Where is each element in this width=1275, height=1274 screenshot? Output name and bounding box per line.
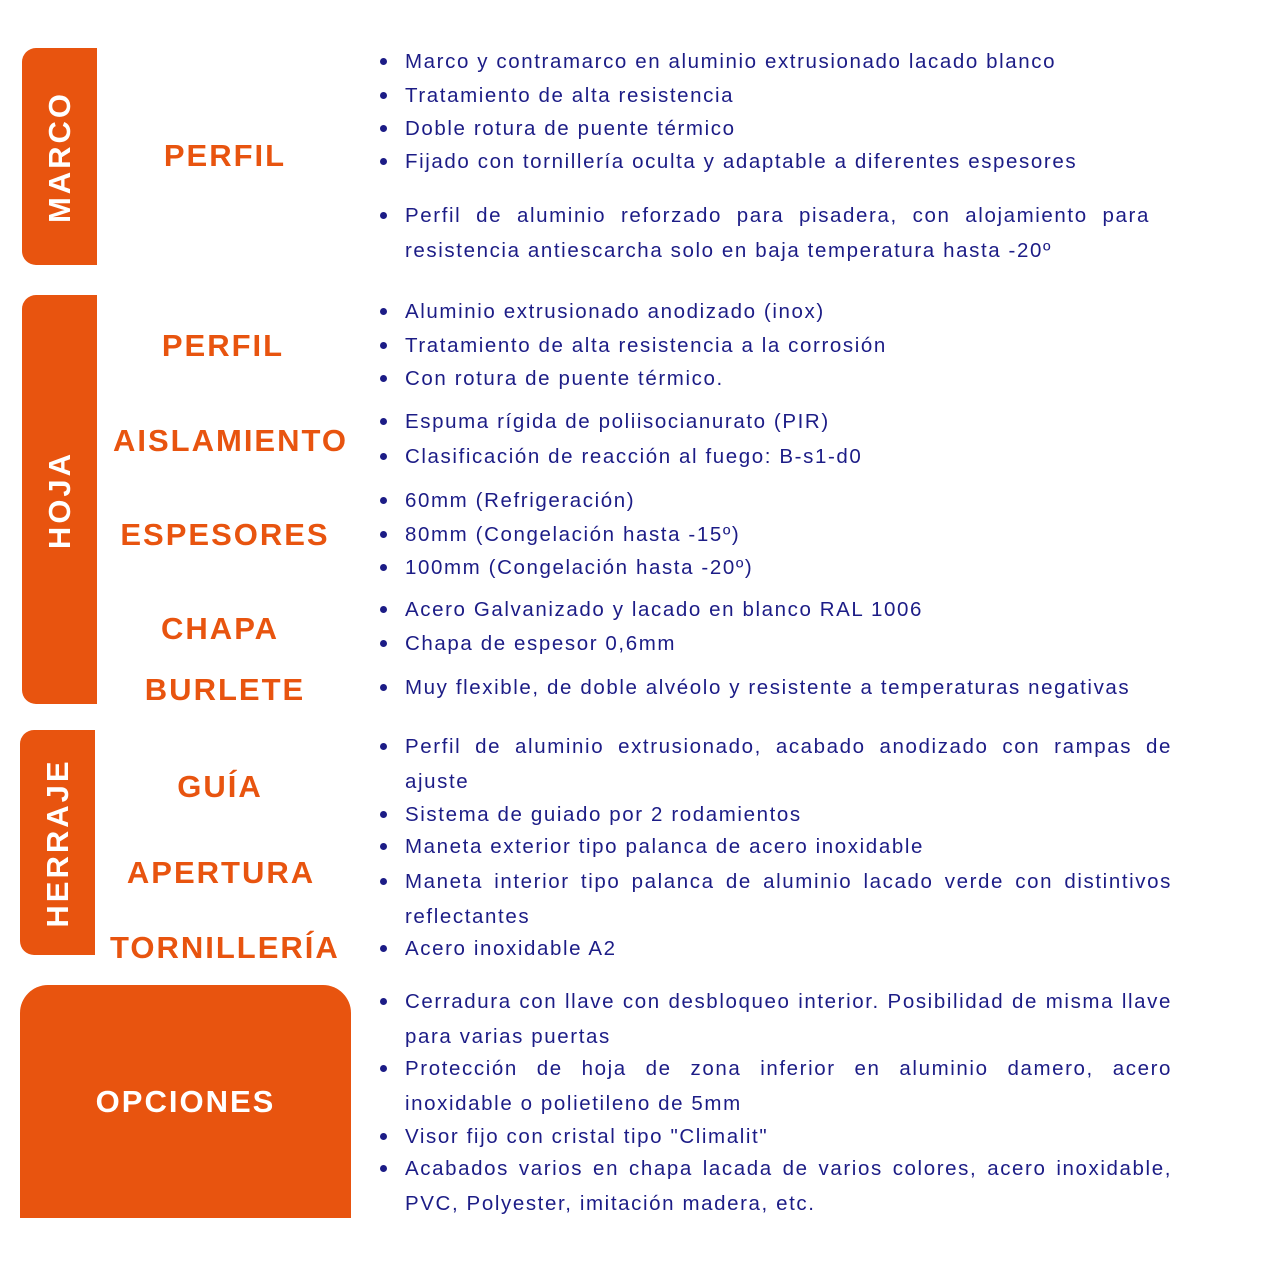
list-item-text: Perfil de aluminio reforzado para pisadera, con alojamiento para resistencia antiescarcha solo en baja temperatura hasta -20º [405, 204, 1150, 262]
list-item [380, 483, 1172, 518]
list-item-text: 60mm (Refrigeración) [405, 489, 636, 512]
list-item [380, 144, 1172, 179]
list-item-text: Fijado con tornillería oculta y adaptable a diferentes espesores [405, 150, 1078, 173]
section-title-hoja: HOJA [41, 450, 77, 549]
list-item [380, 829, 1172, 864]
label-apertura: APERTURA [126, 855, 316, 890]
list-item-text: Tratamiento de alta resistencia a la corrosión [405, 334, 887, 357]
list-item-text: Acero Galvanizado y lacado en blanco RAL 1006 [405, 598, 923, 621]
list-item-text: Muy flexible, de doble alvéolo y resistente a temperaturas negativas [405, 676, 1131, 699]
list-item-text: Maneta interior tipo palanca de aluminio lacado verde con distintivos reflectantes [405, 870, 1172, 928]
label-burlete: BURLETE [144, 672, 306, 707]
list-item-text: Visor fijo con cristal tipo "Climalit" [405, 1125, 769, 1148]
list-item [380, 294, 1172, 329]
list-item [380, 78, 1172, 113]
section-tab-hoja [22, 295, 97, 704]
list-item [380, 670, 1172, 705]
list-item-text: Tratamiento de alta resistencia [405, 84, 735, 107]
list-item-text: Aluminio extrusionado anodizado (inox) [405, 300, 825, 323]
list-item-text: Perfil de aluminio extrusionado, acabado anodizado con rampas de ajuste [405, 735, 1172, 793]
label-chapa: CHAPA [161, 611, 279, 646]
list-item [380, 361, 1172, 396]
list-item-text: Doble rotura de puente térmico [405, 117, 736, 140]
label-hoja-perfil: PERFIL [161, 328, 285, 363]
list-item-text: Con rotura de puente térmico. [405, 367, 724, 390]
list-item [380, 404, 1172, 439]
list-item [380, 550, 1172, 585]
list-item [380, 931, 1172, 966]
label-guia: GUÍA [177, 769, 263, 804]
list-item-text: 100mm (Congelación hasta -20º) [405, 556, 754, 579]
section-tab-opciones [20, 985, 351, 1218]
list-item-text: 80mm (Congelación hasta -15º) [405, 523, 741, 546]
list-item [380, 729, 1172, 799]
list-item-text: Marco y contramarco en aluminio extrusionado lacado blanco [405, 50, 1057, 73]
list-item-text: Espuma rígida de poliisocianurato (PIR) [405, 410, 830, 433]
list-item [380, 198, 1150, 268]
list-item-text: Sistema de guiado por 2 rodamientos [405, 803, 802, 826]
label-espesores: ESPESORES [120, 517, 330, 552]
list-item-text: Acabados varios en chapa lacada de varios colores, acero inoxidable, PVC, Polyester, imitación madera, etc. [405, 1157, 1172, 1215]
list-item [380, 439, 1172, 474]
label-marco-perfil: PERFIL [163, 138, 287, 173]
label-aislamiento: AISLAMIENTO [113, 423, 348, 458]
list-item-text: Chapa de espesor 0,6mm [405, 632, 677, 655]
list-item-text: Acero inoxidable A2 [405, 937, 617, 960]
list-item [380, 1119, 1172, 1154]
section-title-herraje: HERRAJE [39, 757, 75, 928]
list-item [380, 328, 1172, 363]
list-item-text: Clasificación de reacción al fuego: B-s1-d0 [405, 445, 863, 468]
list-item [380, 797, 1172, 832]
list-item [380, 44, 1172, 79]
list-item [380, 1151, 1172, 1221]
section-title-opciones: OPCIONES [95, 1083, 276, 1119]
list-item-text: Protección de hoja de zona inferior en aluminio damero, acero inoxidable o polietileno de 5mm [405, 1057, 1172, 1115]
list-item-text: Cerradura con llave con desbloqueo interior. Posibilidad de misma llave para varias puertas [405, 990, 1172, 1048]
section-tab-herraje [20, 730, 95, 955]
section-title-marco: MARCO [41, 90, 77, 223]
list-item [380, 592, 1172, 627]
label-tornilleria: TORNILLERÍA [110, 930, 340, 965]
list-item [380, 984, 1172, 1054]
list-item [380, 864, 1172, 934]
list-item [380, 1051, 1172, 1121]
list-item [380, 517, 1172, 552]
list-item-text: Maneta exterior tipo palanca de acero inoxidable [405, 835, 924, 858]
section-tab-marco [22, 48, 97, 265]
list-item [380, 111, 1172, 146]
list-item [380, 626, 1172, 661]
